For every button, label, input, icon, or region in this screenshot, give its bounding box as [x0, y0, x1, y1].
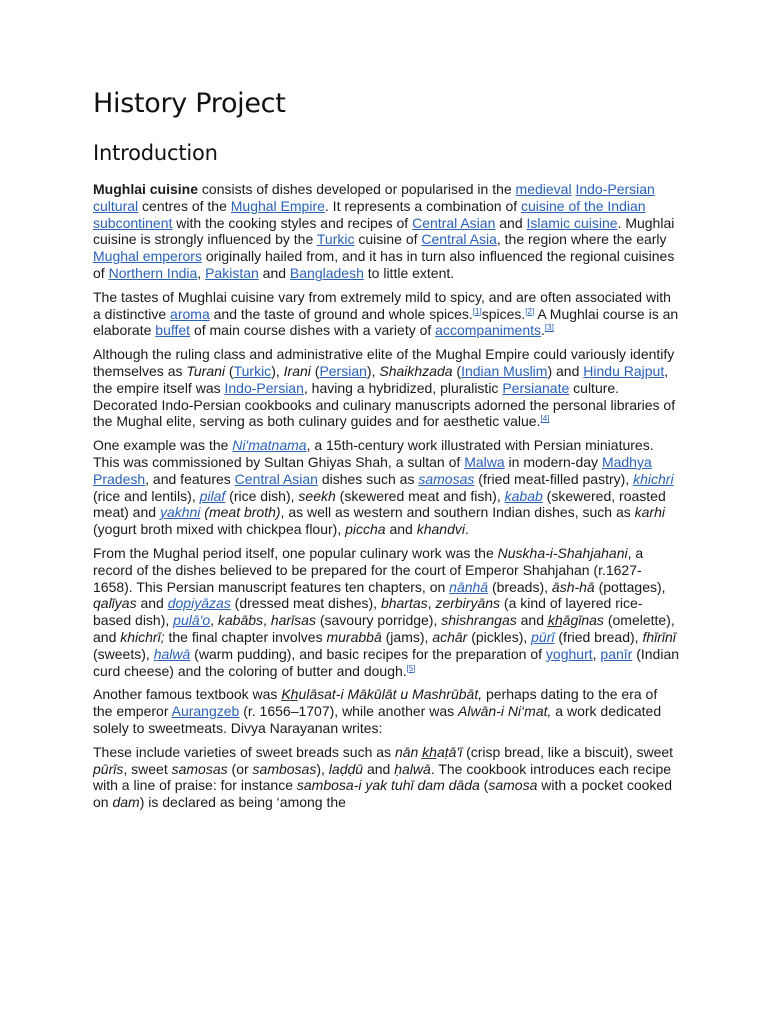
text-run: and	[495, 214, 527, 231]
text-run: spices.	[481, 305, 526, 322]
text-run: , and features	[145, 470, 235, 487]
text-run: centres of the	[138, 197, 231, 214]
hyperlink[interactable]: Indo-Persian	[224, 379, 304, 396]
hyperlink[interactable]: Bangladesh	[289, 264, 364, 281]
italic-term: karhi	[634, 504, 665, 521]
text-run: and	[516, 612, 548, 629]
italic-term: sambosas	[252, 760, 317, 777]
text-run: . It represents a combination of	[324, 197, 522, 214]
section-heading-introduction: Introduction	[93, 141, 218, 165]
hyperlink[interactable]: Central Asian	[412, 214, 496, 231]
text-run: and the taste of ground and whole spices.	[209, 305, 473, 322]
italic-term: pūrīs	[93, 760, 124, 777]
italic-term: samosa	[488, 777, 538, 794]
italic-term: Turani	[186, 362, 226, 379]
hyperlink[interactable]: Turkic	[316, 231, 355, 248]
text-run: and	[258, 264, 290, 281]
hyperlink[interactable]: yakhni	[159, 504, 201, 521]
text-run: The tastes of Mughlai cuisine vary from extremely mild to spicy, and are often associated with a distinctive	[93, 288, 671, 322]
hyperlink[interactable]: aroma	[170, 305, 210, 322]
text-run: ),	[316, 760, 329, 777]
hyperlink[interactable]: Aurangzeb	[171, 703, 240, 720]
paragraph	[93, 181, 680, 282]
citation-ref	[407, 664, 416, 673]
text-run: with the cooking styles and recipes of	[172, 214, 413, 231]
hyperlink[interactable]: buffet	[155, 322, 191, 339]
paragraph	[93, 346, 680, 430]
text-run: perhaps dating to the era of the emperor	[93, 686, 658, 720]
italic-term: murabbā	[326, 628, 382, 645]
citation-link[interactable]: [5]	[406, 663, 416, 673]
italic-term: sambosa-i yak tuhī dam dāda	[296, 777, 480, 794]
text-run: ) is declared as being ‘among the	[139, 794, 346, 811]
italic-term: harīsas	[270, 612, 316, 629]
text-run: (dressed meat dishes),	[230, 595, 381, 612]
hyperlink[interactable]: Persian	[319, 362, 367, 379]
text-run: (	[452, 362, 462, 379]
italic-term: bhartas	[380, 595, 428, 612]
hyperlink[interactable]: panīr	[600, 645, 633, 662]
text-run: These include varieties of sweet breads such as	[93, 743, 395, 760]
text-run: in modern-day	[504, 453, 602, 470]
text-run: (warm pudding), and basic recipes for the preparation of	[190, 645, 546, 662]
italic-term: zerbiryāns	[435, 595, 501, 612]
text-run: .	[541, 322, 545, 339]
hyperlink[interactable]: Mughal emperors	[93, 248, 202, 265]
citation-ref	[473, 307, 482, 316]
hyperlink[interactable]: Ni'matnama	[232, 437, 307, 454]
text-run: A Mughlai course is an elaborate	[93, 305, 679, 339]
text-run: (crisp bread, like a biscuit), sweet	[462, 743, 674, 760]
citation-link[interactable]: [4]	[540, 414, 550, 424]
text-run: originally hailed from, and it has in turn also influenced the regional cuisines of	[93, 248, 675, 281]
text-run: with a pocket cooked on	[93, 777, 672, 811]
text-run: (Indian curd cheese) and the coloring of butter and dough.	[93, 645, 680, 679]
text-run: (skewered meat and fish),	[335, 487, 505, 504]
italic-term: achār	[432, 628, 468, 645]
italic-term: nān k̲h̲aṭā'ī	[394, 743, 463, 760]
paragraph	[93, 545, 680, 679]
italic-term: ḥalwā	[394, 760, 431, 777]
italic-term: piccha	[345, 521, 386, 538]
text-run: (sweets),	[93, 645, 154, 662]
text-run: (	[225, 362, 234, 379]
hyperlink[interactable]: Central Asian	[234, 470, 318, 487]
hyperlink[interactable]: Madhya Pradesh	[93, 453, 652, 487]
text-run: to little extent.	[363, 264, 455, 281]
text-run: (rice dish),	[225, 487, 299, 504]
text-run: cuisine of	[354, 231, 422, 248]
text-run: ,	[210, 612, 218, 629]
text-run: ,	[427, 595, 436, 612]
text-run: (	[310, 362, 320, 379]
text-run: and	[363, 760, 395, 777]
hyperlink[interactable]: Persianate	[502, 379, 570, 396]
hyperlink[interactable]: Indian Muslim	[461, 362, 548, 379]
text-run: dishes such as	[317, 470, 419, 487]
italic-term: khichrī;	[120, 628, 165, 645]
italic-term: Nuskha-i-Shahjahani	[497, 544, 628, 561]
hyperlink[interactable]: halwā	[153, 645, 191, 662]
text-run: . Mughlai cuisine is strongly influenced by the	[93, 214, 675, 248]
citation-ref	[525, 307, 534, 316]
text-run: and	[136, 595, 168, 612]
document-title: History Project	[93, 88, 286, 119]
text-run: (omelette), and	[93, 612, 675, 645]
text-run: , having a hybridized, pluralistic	[303, 379, 503, 396]
citation-ref	[545, 323, 554, 332]
text-run: (breads),	[488, 578, 552, 595]
hyperlink[interactable]: Northern India	[108, 264, 198, 281]
hyperlink[interactable]: yoghurt	[545, 645, 593, 662]
text-run: (r. 1656–1707), while another was	[239, 703, 459, 720]
italic-term: (meat broth)	[200, 504, 281, 521]
hyperlink[interactable]: Mughal Empire	[230, 197, 325, 214]
italic-term: qalīyas	[93, 595, 137, 612]
text-run: (rice and lentils),	[93, 487, 200, 504]
text-run: (pottages),	[594, 578, 666, 595]
italic-term: khandvi	[416, 521, 465, 538]
text-run: ) and	[547, 362, 584, 379]
italic-term: shishrangas	[441, 612, 517, 629]
text-run: (a kind of layered rice-based dish),	[93, 595, 643, 629]
hyperlink[interactable]: pūrī	[531, 628, 555, 645]
italic-term: Alwān-i Ni‘mat,	[458, 703, 552, 720]
italic-term: Shaikhzada	[379, 362, 453, 379]
citation-link[interactable]: [3]	[544, 323, 554, 333]
hyperlink[interactable]: accompaniments	[435, 322, 541, 339]
text-run: the final chapter involves	[164, 628, 327, 645]
hyperlink[interactable]: Turkic	[233, 362, 272, 379]
text-run: consists of dishes developed or popularised in the	[198, 181, 516, 197]
hyperlink[interactable]: pilaf	[199, 487, 226, 504]
hyperlink[interactable]: Hindu Rajput	[583, 362, 665, 379]
text-run: (fried bread),	[554, 628, 643, 645]
citation-ref	[541, 414, 550, 423]
paragraph	[93, 437, 680, 538]
text-run: of main course dishes with a variety of	[190, 322, 436, 339]
text-run: (	[479, 777, 489, 794]
citation-link[interactable]: [2]	[525, 306, 535, 316]
text-run: , as well as western and southern Indian dishes, such as	[280, 504, 635, 521]
text-run: , sweet	[123, 760, 172, 777]
text-run: ,	[263, 612, 271, 629]
paragraph	[93, 289, 680, 339]
document-body	[93, 181, 680, 811]
text-run: ),	[271, 362, 284, 379]
hyperlink[interactable]: pulā'o	[173, 612, 211, 629]
hyperlink[interactable]: samosas	[418, 470, 475, 487]
text-run: , the region where the early	[496, 231, 667, 248]
text-run: From the Mughal period itself, one popular culinary work was the	[93, 544, 498, 561]
hyperlink[interactable]: Islamic cuisine	[526, 214, 618, 231]
text-run: and	[385, 521, 417, 538]
text-run: ,	[197, 264, 206, 281]
text-run: One example was the	[93, 437, 233, 454]
text-run: , a 15th-century work illustrated with Persian miniatures. This was commissioned by Sultan Ghiyas Shah, a sultan of	[93, 437, 654, 470]
italic-term: dam	[112, 794, 140, 811]
hyperlink[interactable]: medieval	[515, 181, 572, 197]
text-run: Another famous textbook was	[93, 686, 282, 703]
text-run: (skewered, roasted meat) and	[93, 487, 666, 521]
italic-term: laḍḍū	[328, 760, 364, 777]
text-run: , the empire itself was	[93, 362, 669, 396]
text-run: ),	[366, 362, 380, 379]
text-run: , a record of the dishes believed to be prepared for the court of Emperor Shahjahan (r.1627-1658). This Persian manuscript features ten chapters, on	[93, 544, 644, 595]
text-run: (or	[227, 760, 253, 777]
hyperlink[interactable]: khichri	[633, 470, 674, 487]
hyperlink[interactable]: Central Asia	[421, 231, 497, 248]
text-run: a work dedicated solely to sweetmeats. Divya Narayanan writes:	[93, 703, 662, 736]
hyperlink[interactable]: dopiyāzas	[167, 595, 231, 612]
italic-term: samosas	[171, 760, 228, 777]
text-run: (jams),	[381, 628, 433, 645]
italic-term: Irani	[283, 362, 311, 379]
text-run: .	[464, 521, 469, 538]
italic-term: K̲h̲ulāsat-i Mākūlāt u Mashrūbāt,	[281, 686, 483, 703]
text-run: (fried meat-filled pastry),	[474, 470, 634, 487]
text-run: ,	[592, 645, 601, 662]
text-run: (pickles),	[467, 628, 532, 645]
text-run: culture. Decorated Indo-Persian cookbooks and culinary manuscripts adorned the personal libraries of the Mughal elite, serving as both culinary guides and for aesthetic value.	[93, 379, 676, 430]
text-run: Although the ruling class and administrative elite of the Mughal Empire could variously identify themselves as	[93, 346, 675, 379]
italic-term: kabābs	[217, 612, 264, 629]
paragraph	[93, 744, 680, 811]
paragraph	[93, 686, 680, 736]
hyperlink[interactable]: Indo-Persian cultural	[93, 181, 655, 214]
italic-term: seekh	[298, 487, 336, 504]
italic-term: k̲h̲āgīnas	[547, 612, 604, 629]
hyperlink[interactable]: Pakistan	[205, 264, 259, 281]
text-run: (yogurt broth mixed with chickpea flour),	[93, 521, 346, 538]
hyperlink[interactable]: nānhā	[449, 578, 489, 595]
citation-link[interactable]: [1]	[472, 306, 482, 316]
hyperlink[interactable]: cuisine of the Indian subcontinent	[93, 197, 646, 231]
hyperlink[interactable]: Malwa	[464, 453, 505, 470]
bold-term: Mughlai cuisine	[93, 181, 199, 197]
italic-term: fhīrīnī	[642, 628, 676, 645]
italic-term: āsh-hā	[551, 578, 595, 595]
text-run: . The cookbook introduces each recipe with a line of praise: for instance	[93, 760, 672, 794]
text-run: (savoury porridge),	[315, 612, 442, 629]
hyperlink[interactable]: kabab	[504, 487, 543, 504]
